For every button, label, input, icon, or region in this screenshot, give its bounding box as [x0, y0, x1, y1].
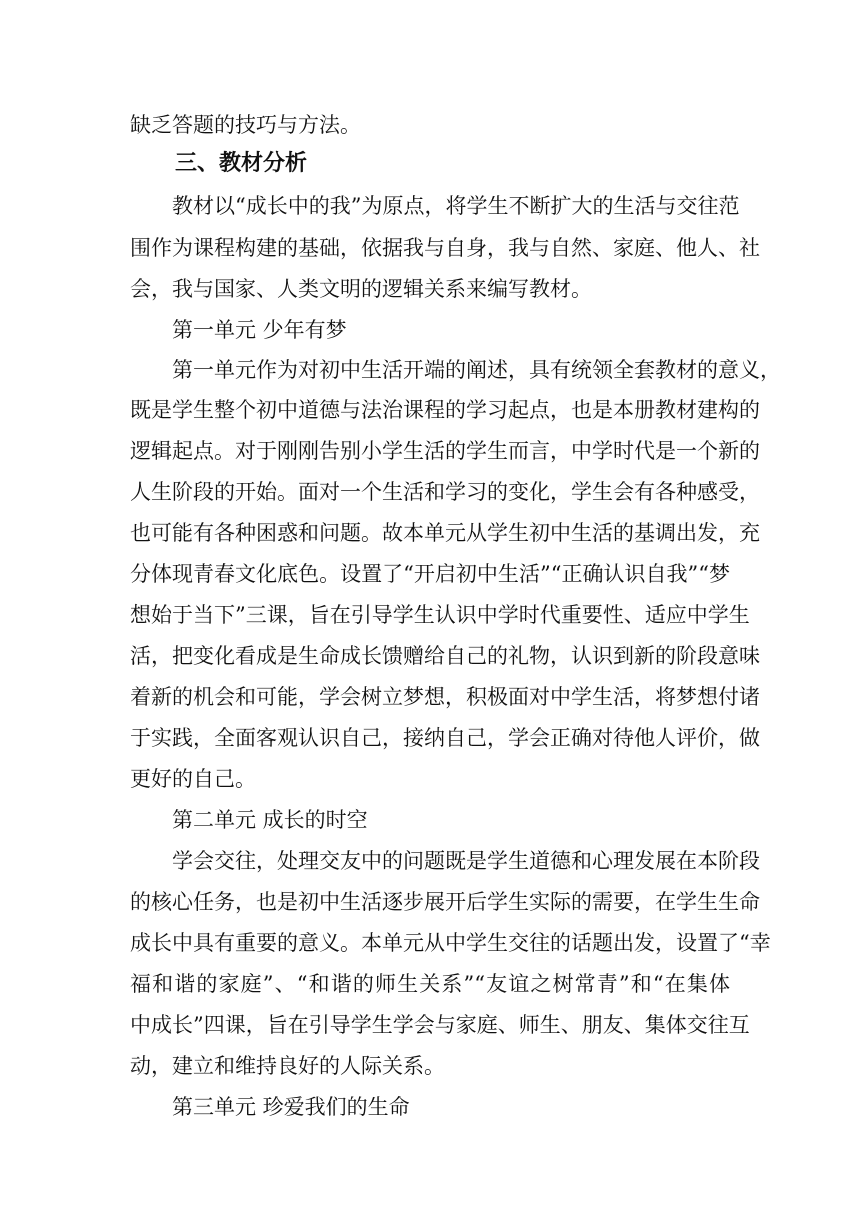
section-heading: 三、教材分析 — [175, 151, 308, 176]
paragraph-line: 围作为课程构建的基础，依据我与自身，我与自然、家庭、他人、社 — [130, 236, 760, 260]
paragraph-line: 分体现青春文化底色。设置了“开启初中生活”“正确认识自我”“梦 — [130, 562, 730, 586]
paragraph-line: 也可能有各种困惑和问题。故本单元从学生初中生活的基调出发，充 — [130, 521, 760, 545]
paragraph-line: 逻辑起点。对于刚刚告别小学生活的学生而言，中学时代是一个新的 — [130, 439, 760, 463]
paragraph-line: 中成长”四课，旨在引导学生学会与家庭、师生、朋友、集体交往互 — [130, 1013, 750, 1037]
paragraph-line: 人生阶段的开始。面对一个生活和学习的变化，学生会有各种感受， — [130, 480, 760, 504]
paragraph-line: 着新的机会和可能，学会树立梦想，积极面对中学生活，将梦想付诸 — [130, 685, 760, 709]
paragraph-line: 活，把变化看成是生命成长馈赠给自己的礼物，认识到新的阶段意味 — [130, 644, 760, 668]
paragraph-line: 教材以“成长中的我”为原点，将学生不断扩大的生活与交往范 — [172, 194, 740, 218]
paragraph-line: 学会交往，处理交友中的问题既是学生道德和心理发展在本阶段 — [172, 849, 760, 873]
paragraph-line: 第一单元作为对初中生活开端的阐述，具有统领全套教材的意义， — [172, 358, 781, 382]
paragraph-line: 成长中具有重要的意义。本单元从中学生交往的话题出发，设置了“幸 — [130, 931, 771, 955]
paragraph-line: 的核心任务，也是初中生活逐步展开后学生实际的需要，在学生生命 — [130, 890, 760, 914]
paragraph-line: 福和谐的家庭”、“和谐的师生关系”“友谊之树常青”和“在集体 — [130, 972, 730, 996]
unit-title: 第二单元 成长的时空 — [172, 808, 368, 832]
unit-title: 第一单元 少年有梦 — [172, 318, 347, 342]
paragraph-line: 会，我与国家、人类文明的逻辑关系来编写教材。 — [130, 277, 592, 301]
paragraph-line: 动，建立和维持良好的人际关系。 — [130, 1054, 445, 1078]
paragraph-line: 于实践，全面客观认识自己，接纳自己，学会正确对待他人评价，做 — [130, 726, 760, 750]
paragraph-line: 缺乏答题的技巧与方法。 — [130, 113, 361, 137]
paragraph-line: 想始于当下”三课，旨在引导学生认识中学时代重要性、适应中学生 — [130, 603, 750, 627]
paragraph-line: 既是学生整个初中道德与法治课程的学习起点，也是本册教材建构的 — [130, 398, 760, 422]
paragraph-line: 更好的自己。 — [130, 767, 256, 791]
unit-title: 第三单元 珍爱我们的生命 — [172, 1095, 410, 1119]
